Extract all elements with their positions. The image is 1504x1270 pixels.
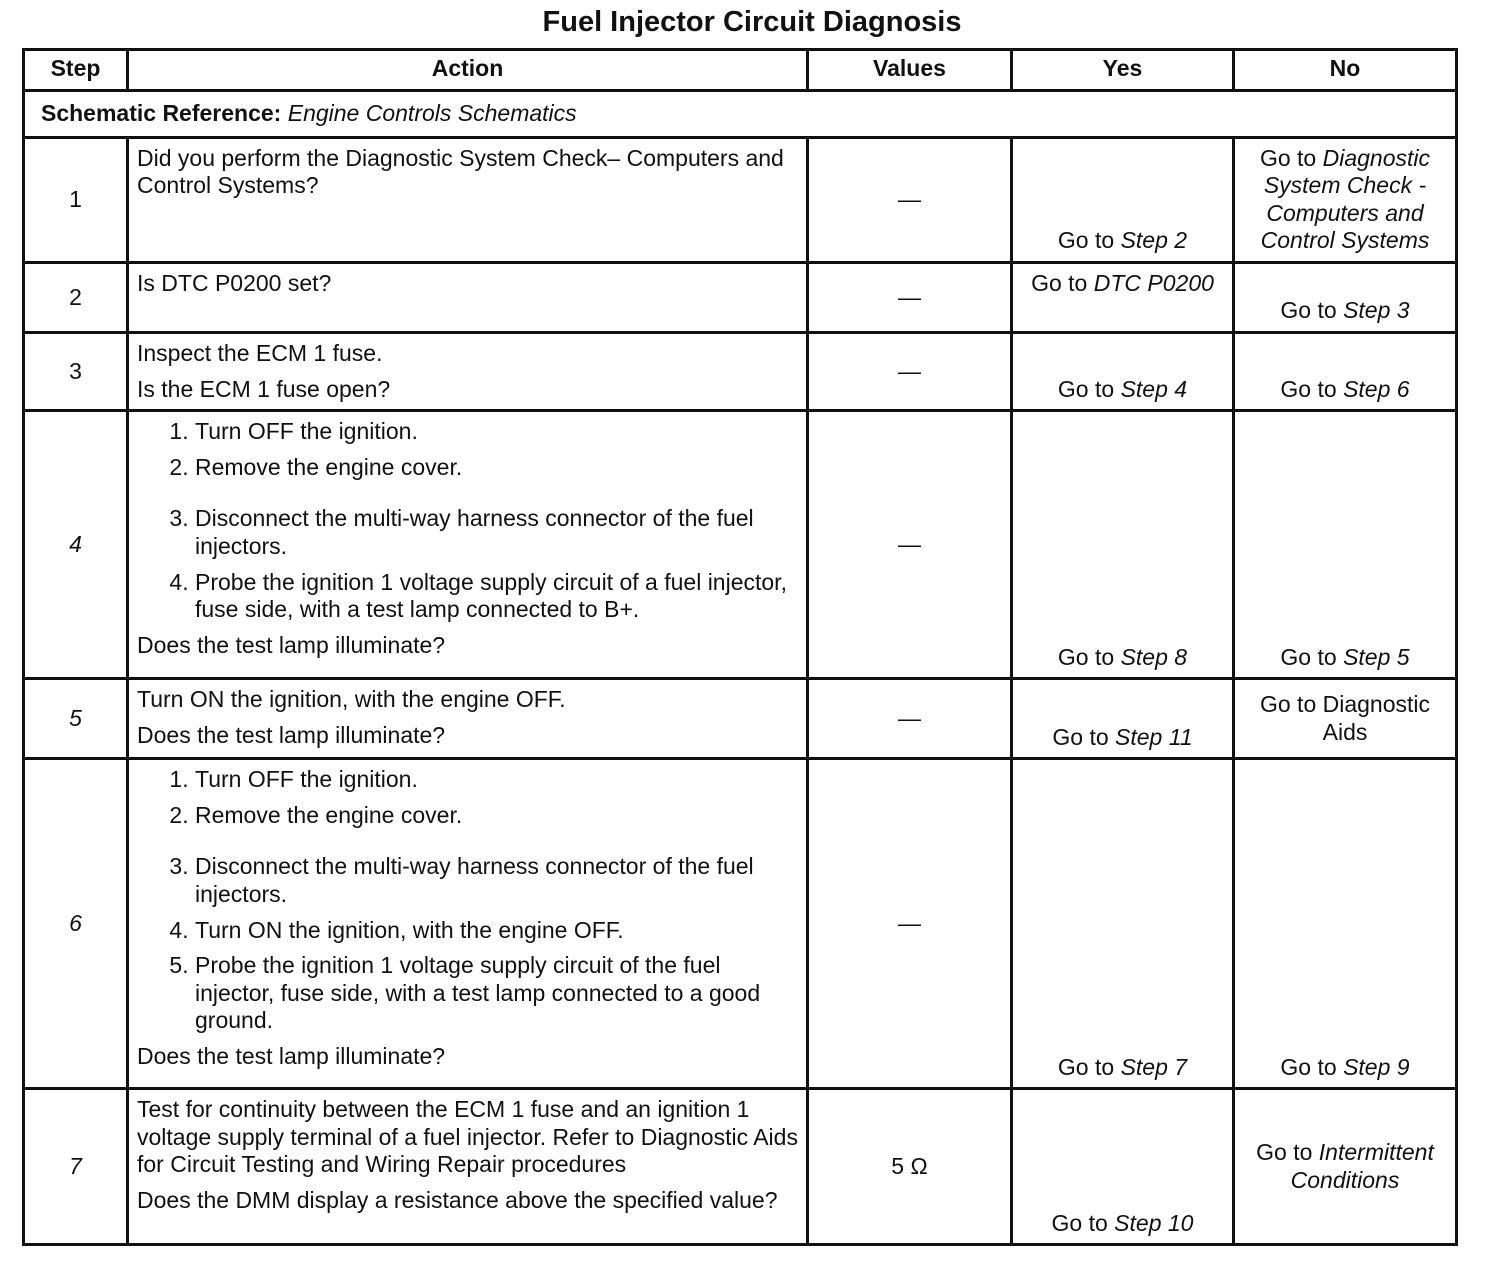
yes-cell (1012, 137, 1234, 262)
page-title: Fuel Injector Circuit Diagnosis (542, 6, 962, 38)
no-prefix: Go to (1280, 375, 1337, 402)
yes-prefix: Go to (1057, 643, 1115, 670)
no-cell (1234, 411, 1457, 679)
no-prefix: Go to (1280, 1053, 1337, 1080)
list-item: 1. Turn OFF the ignition. (195, 766, 798, 794)
action-question: Does the test lamp illuminate? (137, 1042, 446, 1069)
no-prefix: Go to (1280, 297, 1337, 324)
yes-cell (1012, 332, 1234, 410)
schematic-reference (24, 91, 1457, 138)
list-item: 2. Remove the engine cover. (195, 454, 798, 482)
list-item: 2. Remove the engine cover. (195, 802, 798, 830)
action-cell (128, 411, 808, 679)
action-cell (128, 137, 808, 262)
yes-cell (1012, 679, 1234, 759)
action-text: Did you perform the Diagnostic System Check– Computers and Control Systems? (137, 144, 784, 199)
values-cell: — (808, 411, 1012, 679)
header-no: No (1234, 50, 1457, 91)
no-cell (1234, 137, 1457, 262)
yes-reference: Step 8 (1120, 643, 1188, 670)
action-question: Does the test lamp illuminate? (137, 721, 446, 748)
no-prefix: Go to (1259, 144, 1317, 171)
yes-reference: Step 7 (1120, 1053, 1188, 1080)
table-row (24, 759, 1457, 1089)
yes-prefix: Go to (1057, 1053, 1115, 1080)
no-reference: Intermittent Conditions (1290, 1139, 1434, 1193)
list-item: 1. Turn OFF the ignition. (195, 418, 798, 446)
list-item: 4. Turn ON the ignition, with the engine OFF. (195, 917, 798, 945)
header-values: Values (808, 50, 1012, 91)
list-item: 4. Probe the ignition 1 voltage supply circuit of a fuel injector, fuse side, with a test lamp connected to B+. (195, 569, 798, 624)
table-row (24, 1089, 1457, 1245)
step-number: 4 (24, 411, 128, 679)
values-cell: — (808, 137, 1012, 262)
no-cell (1234, 262, 1457, 332)
list-item: 3. Disconnect the multi-way harness connector of the fuel injectors. (195, 853, 798, 908)
header-step: Step (24, 50, 128, 91)
action-text: Inspect the ECM 1 fuse. (137, 339, 383, 366)
action-question: Does the test lamp illuminate? (137, 631, 446, 658)
header-yes: Yes (1012, 50, 1234, 91)
schematic-label: Schematic Reference: (41, 100, 282, 126)
yes-reference: Step 11 (1115, 723, 1193, 750)
step-number: 1 (24, 137, 128, 262)
values-cell: — (808, 679, 1012, 759)
step-number: 3 (24, 332, 128, 410)
no-reference: Diagnostic System Check - Computers and Control Systems (1260, 144, 1431, 254)
yes-prefix: Go to (1057, 375, 1115, 402)
table-row (24, 679, 1457, 759)
action-question: Does the DMM display a resistance above the specified value? (137, 1186, 778, 1213)
header-action: Action (128, 50, 808, 91)
yes-cell (1012, 411, 1234, 679)
no-cell (1234, 332, 1457, 410)
no-reference: Step 6 (1343, 375, 1410, 402)
no-cell (1234, 1089, 1457, 1245)
yes-reference: Step 4 (1120, 375, 1188, 402)
schematic-value: Engine Controls Schematics (287, 100, 577, 126)
action-question: Is the ECM 1 fuse open? (137, 375, 391, 402)
values-cell: 5 Ω (808, 1089, 1012, 1245)
yes-cell (1012, 262, 1234, 332)
list-item: 5. Probe the ignition 1 voltage supply circuit of the fuel injector, fuse side, with a test lamp connected to a good ground. (195, 952, 798, 1035)
diagnosis-table (22, 48, 1458, 1246)
yes-reference: Step 10 (1114, 1209, 1194, 1236)
yes-cell (1012, 1089, 1234, 1245)
yes-prefix: Go to (1052, 723, 1109, 750)
yes-prefix: Go to (1057, 227, 1115, 254)
no-prefix: Go to (1256, 1139, 1313, 1166)
no-reference: Step 5 (1343, 643, 1410, 670)
values-cell: — (808, 332, 1012, 410)
header-row (24, 50, 1457, 91)
action-cell (128, 262, 808, 332)
action-cell (128, 1089, 808, 1245)
table-row (24, 262, 1457, 332)
action-text: Turn ON the ignition, with the engine OFF. (137, 686, 566, 713)
action-cell (128, 759, 808, 1089)
action-list (137, 418, 798, 624)
step-number: 5 (24, 679, 128, 759)
no-cell: Go to Diagnostic Aids (1234, 679, 1457, 759)
action-cell (128, 332, 808, 410)
no-prefix: Go to (1280, 643, 1337, 670)
list-item: 3. Disconnect the multi-way harness connector of the fuel injectors. (195, 505, 798, 560)
action-list (137, 766, 798, 1035)
table-row (24, 411, 1457, 679)
yes-reference: DTC P0200 (1093, 269, 1214, 296)
yes-cell (1012, 759, 1234, 1089)
yes-reference: Step 2 (1120, 227, 1188, 254)
yes-prefix: Go to (1031, 269, 1088, 296)
table-row (24, 137, 1457, 262)
step-number: 7 (24, 1089, 128, 1245)
action-cell (128, 679, 808, 759)
action-text: Is DTC P0200 set? (137, 269, 332, 296)
schematic-row (24, 91, 1457, 138)
values-cell: — (808, 262, 1012, 332)
step-number: 2 (24, 262, 128, 332)
action-text: Test for continuity between the ECM 1 fuse and an ignition 1 voltage supply terminal of a fuel injector. Refer to Diagnostic Aids for Circuit Testing and Wiring Repair procedures (137, 1096, 798, 1178)
yes-prefix: Go to (1051, 1209, 1108, 1236)
no-cell (1234, 759, 1457, 1089)
step-number: 6 (24, 759, 128, 1089)
no-reference: Step 9 (1343, 1053, 1410, 1080)
table-row (24, 332, 1457, 410)
no-reference: Step 3 (1343, 297, 1410, 324)
values-cell: — (808, 759, 1012, 1089)
